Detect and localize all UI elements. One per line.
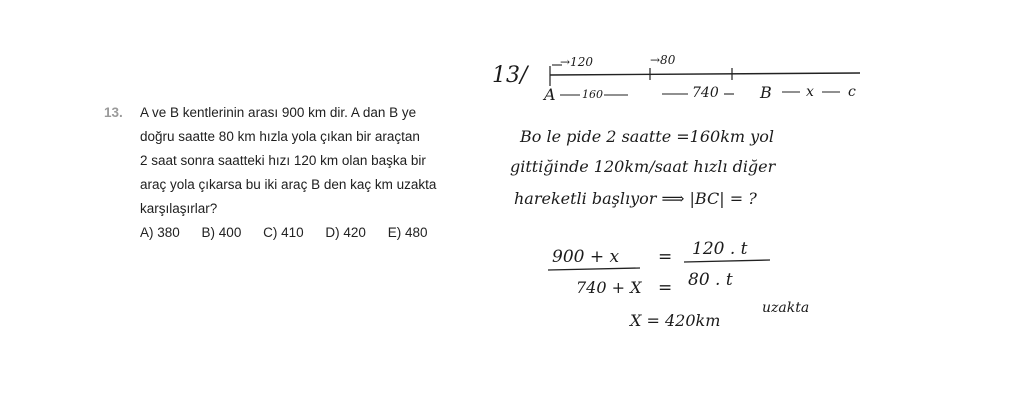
choice-e: E) 480 (387, 225, 428, 240)
choice-d: D) 420 (325, 225, 366, 240)
solution-answer-suffix: uzakta (762, 300, 810, 316)
question-line-5: karşılaşırlar? (140, 201, 218, 216)
equation-eq2: = (658, 278, 673, 298)
question-line-1: A ve B kentlerinin arası 900 km dir. A dan B ye (140, 105, 417, 120)
solution-answer: X = 420km (630, 311, 721, 330)
choice-a: A) 380 (140, 225, 180, 240)
segment-mid-label: 740 (692, 85, 719, 101)
equation-right-top: 120 . t (692, 239, 748, 259)
equation-left-bottom: 740 + X (576, 278, 642, 297)
speed-slow-label: →80 (650, 53, 676, 67)
question-line-4: araç yola çıkarsa bu iki araç B den kaç km uzakta (140, 177, 437, 192)
solution-text-line-2: gittiğinde 120km/saat hızlı diğer (510, 157, 776, 176)
question-line-2: doğru saatte 80 km hızla yola çıkan bir araçtan (140, 129, 420, 144)
answer-choices (140, 224, 445, 242)
solution-text-line-3: hareketli başlıyor ⟹ |BC| = ? (514, 189, 757, 208)
equation-eq1: = (658, 247, 673, 267)
choice-c: C) 410 (263, 225, 304, 240)
segment-b-label: B (760, 83, 772, 102)
handwriting-canvas (470, 40, 910, 340)
equation-right-bottom: 80 . t (688, 270, 733, 290)
solution-text-line-1: Bo le pide 2 saatte =160km yol (520, 127, 774, 146)
question-number: 13. (104, 105, 123, 120)
equation-left-top: 900 + x (552, 247, 620, 267)
question-line-3: 2 saat sonra saatteki hızı 120 km olan başka bir (140, 153, 426, 168)
speed-fast-label: →120 (560, 55, 593, 69)
fraction-bar-left (548, 268, 640, 270)
handwritten-solution (470, 40, 910, 340)
point-c-label: c (848, 84, 856, 100)
fraction-bar-right (684, 260, 770, 262)
choice-b: B) 400 (201, 225, 242, 240)
segment-x-label: x (806, 84, 814, 100)
diagram-line (550, 73, 860, 75)
point-a-label: A (544, 85, 556, 104)
segment-a-label: 160 (582, 88, 603, 101)
solution-number: 13/ (492, 63, 528, 88)
